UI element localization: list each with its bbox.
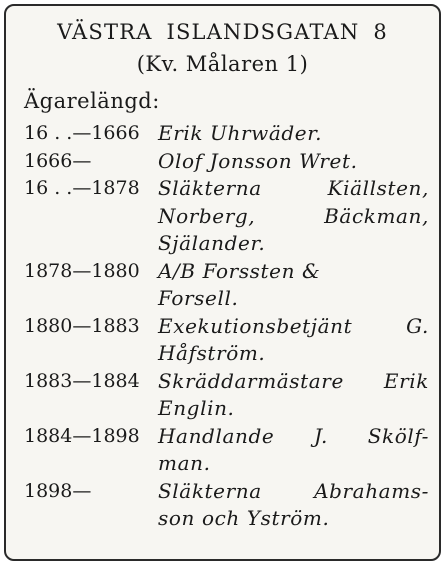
owner-line: Släkterna Abrahams- bbox=[158, 478, 429, 503]
owner-entry bbox=[24, 120, 429, 148]
owner-line: Släkterna Kiällsten, bbox=[158, 176, 429, 200]
owner-line: Forsell. bbox=[158, 286, 239, 310]
owner-line: Erik Uhrwäder. bbox=[158, 121, 323, 145]
owner-line: Exekutionsbetjänt G. bbox=[158, 313, 429, 338]
owner-history-label: Ägarelängd: bbox=[24, 89, 160, 113]
entry-owner bbox=[158, 368, 429, 423]
entry-years: 1898— bbox=[24, 479, 92, 502]
owner-entry bbox=[24, 423, 429, 478]
entry-owner bbox=[158, 175, 429, 258]
owner-line: Själander. bbox=[158, 231, 266, 255]
entry-years: 16 . .—1666 bbox=[24, 122, 140, 144]
owner-line: A/B Forssten & bbox=[158, 258, 321, 283]
owner-line: Englin. bbox=[158, 396, 235, 420]
owner-entry bbox=[24, 148, 429, 176]
entry-years: 1666— bbox=[24, 149, 92, 172]
owner-entry bbox=[24, 313, 429, 368]
owner-list bbox=[24, 120, 429, 533]
owner-line: Olof Jonsson Wret. bbox=[158, 148, 358, 173]
entry-owner bbox=[158, 148, 429, 176]
entry-years: 1883—1884 bbox=[24, 369, 140, 392]
street-address-title: VÄSTRA ISLANDSGATAN 8 bbox=[57, 20, 388, 44]
entry-owner bbox=[158, 423, 429, 478]
owner-line: man. bbox=[158, 451, 211, 475]
owner-line: Norberg, Bäckman, bbox=[158, 203, 429, 228]
ownership-card bbox=[4, 4, 441, 561]
owner-entry bbox=[24, 258, 429, 313]
owner-entry bbox=[24, 175, 429, 258]
entry-years: 1878—1880 bbox=[24, 259, 140, 282]
entry-owner bbox=[158, 258, 429, 313]
entry-owner bbox=[158, 120, 429, 148]
owner-line: Handlande J. Skölf- bbox=[158, 423, 429, 448]
owner-line: Håfström. bbox=[158, 341, 266, 365]
block-subtitle: (Kv. Målaren 1) bbox=[136, 52, 309, 76]
entry-years: 1880—1883 bbox=[24, 314, 140, 337]
owner-line: son och Yström. bbox=[158, 506, 330, 530]
owner-entry bbox=[24, 368, 429, 423]
entry-owner bbox=[158, 478, 429, 533]
owner-entry bbox=[24, 478, 429, 533]
entry-years: 16 . .—1878 bbox=[24, 177, 140, 199]
entry-owner bbox=[158, 313, 429, 368]
entry-years: 1884—1898 bbox=[24, 424, 140, 447]
owner-line: Skräddarmästare Erik bbox=[158, 368, 429, 393]
